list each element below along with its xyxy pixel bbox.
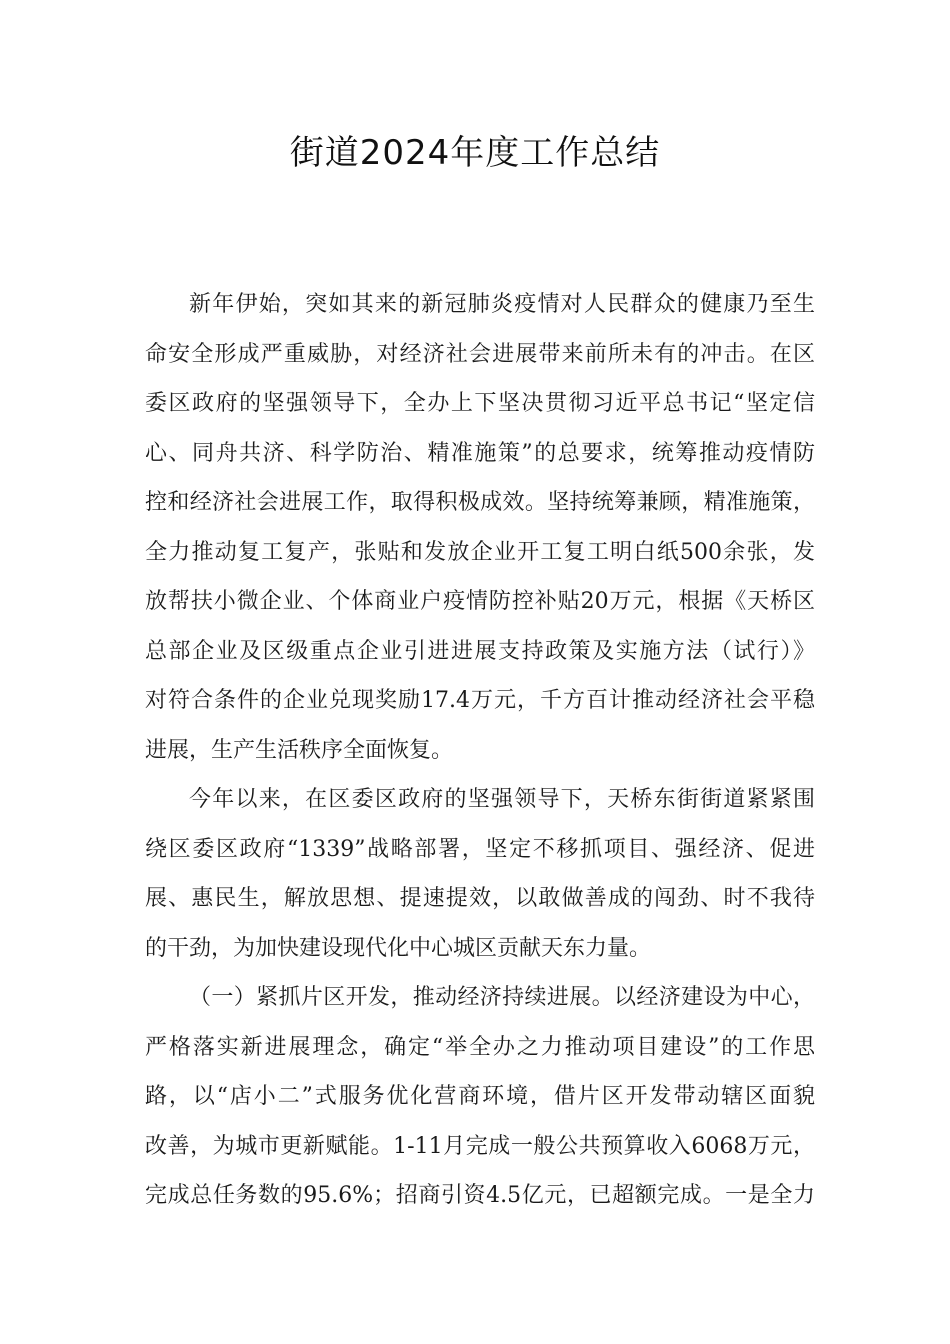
paragraph [145,775,815,973]
paragraph-line: 今年以来，在区委区政府的坚强领导下，天桥东街街道紧紧围 [189,787,815,812]
paragraph-line: 心、同舟共济、科学防治、精准施策”的总要求，统筹推动疫情防 [145,440,815,466]
paragraph-line: 全力推动复工复产，张贴和发放企业开工复工明白纸500余张，发 [145,539,815,565]
paragraph-line: 新年伊始，突如其来的新冠肺炎疫情对人民群众的健康乃至生 [189,292,815,317]
paragraph-line: （一）紧抓片区开发，推动经济持续进展。以经济建设为中心， [189,985,815,1010]
paragraph-line: 进展，生产生活秩序全面恢复。 [145,737,454,763]
paragraph-line: 完成总任务数的95.6%；招商引资4.5亿元，已超额完成。一是全力 [145,1183,815,1208]
paragraph-line: 展、惠民生，解放思想、提速提效，以敢做善成的闯劲、时不我待 [145,886,815,911]
paragraph-line: 命安全形成严重威胁，对经济社会进展带来前所未有的冲击。在区 [145,341,815,367]
paragraph-line: 放帮扶小微企业、个体商业户疫情防控补贴20万元，根据《天桥区 [145,589,815,614]
paragraph-line: 绕区委区政府“1339”战略部署，坚定不移抓项目、强经济、促进 [145,836,815,862]
document-title: 街道2024年度工作总结 [289,133,661,173]
paragraph-line: 委区政府的坚强领导下，全办上下坚决贯彻习近平总书记“坚定信 [145,391,815,416]
paragraph-line: 严格落实新进展理念，确定“举全办之力推动项目建设”的工作思 [145,1034,815,1060]
paragraph-line: 改善，为城市更新赋能。1-11月完成一般公共预算收入6068万元， [145,1133,815,1159]
paragraph-line: 的干劲，为加快建设现代化中心城区贡献天东力量。 [145,935,652,961]
paragraph [145,280,815,775]
paragraph-line: 控和经济社会进展工作，取得积极成效。坚持统筹兼顾，精准施策， [145,490,815,515]
paragraph-line: 对符合条件的企业兑现奖励17.4万元，千方百计推动经济社会平稳 [145,688,815,713]
document-body [145,280,815,1221]
paragraph [145,973,815,1221]
paragraph-line: 路，以“店小二”式服务优化营商环境，借片区开发带动辖区面貌 [145,1084,815,1109]
paragraph-line: 总部企业及区级重点企业引进进展支持政策及实施方法（试行）》 [145,638,815,664]
